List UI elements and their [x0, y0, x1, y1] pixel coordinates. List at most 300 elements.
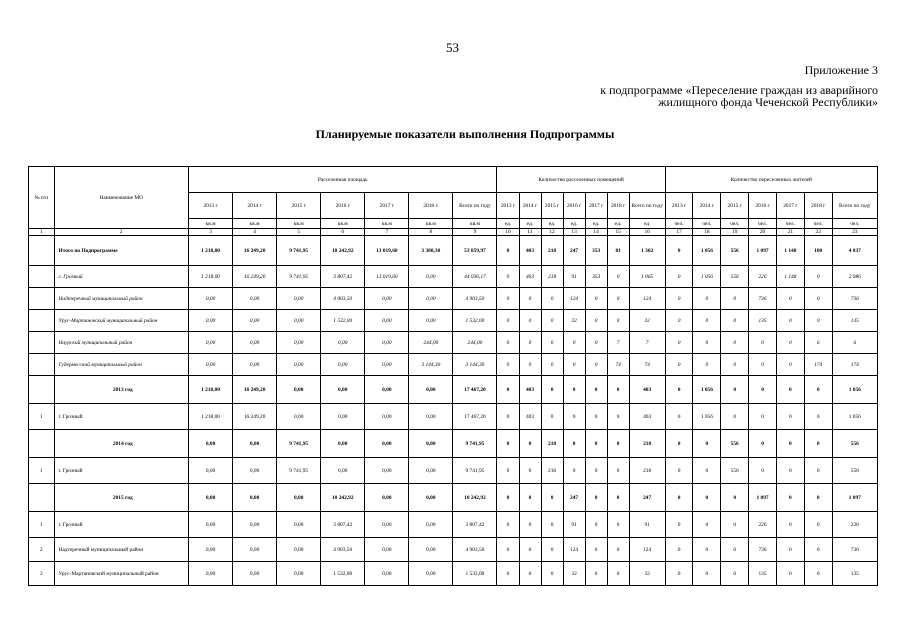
table-cell: 0,00: [277, 484, 321, 512]
table-cell: 556: [721, 236, 749, 266]
row-municipality-name: г. Грозный: [54, 512, 189, 538]
column-number: 9: [453, 229, 497, 236]
table-cell: 0: [541, 562, 563, 586]
table-cell: 0: [607, 310, 629, 332]
table-cell: 0: [519, 288, 541, 310]
table-cell: 0,00: [189, 430, 233, 458]
table-row: [29, 404, 878, 430]
year-header: 2018 г: [607, 193, 629, 219]
table-cell: 53 859,97: [453, 236, 497, 266]
table-cell: 0: [804, 484, 832, 512]
table-row: [29, 430, 878, 458]
table-cell: 0,00: [321, 430, 365, 458]
table-cell: 16 249,20: [233, 266, 277, 288]
table-cell: 0,00: [189, 458, 233, 484]
table-cell: 1 097: [749, 236, 777, 266]
table-cell: 3 807,42: [321, 266, 365, 288]
table-cell: 135: [749, 310, 777, 332]
table-cell: 556: [721, 458, 749, 484]
document-title: Планируемые показатели выполнения Подпрограммы: [315, 127, 615, 141]
row-municipality-name: Итого по Подпрограмме: [54, 236, 189, 266]
table-cell: 7: [607, 332, 629, 354]
table-cell: 0: [693, 562, 721, 586]
table-cell: 0: [541, 310, 563, 332]
table-cell: 0: [693, 288, 721, 310]
table-cell: 0: [776, 458, 804, 484]
table-cell: 3 144,30: [409, 354, 453, 376]
unit-header: чел.: [804, 219, 832, 229]
table-cell: 0: [804, 404, 832, 430]
table-cell: 6: [832, 332, 877, 354]
table-cell: 0: [693, 310, 721, 332]
table-cell: 0: [804, 512, 832, 538]
table-cell: 0: [519, 538, 541, 562]
year-header: 2016 г: [749, 193, 777, 219]
table-cell: 81: [607, 236, 629, 266]
year-header: Всего по году: [453, 193, 497, 219]
year-header: 2013 г: [665, 193, 693, 219]
row-number: 3: [29, 562, 55, 586]
table-cell: 0: [804, 458, 832, 484]
table-cell: 0: [497, 354, 519, 376]
table-cell: 0: [721, 404, 749, 430]
column-number: 5: [277, 229, 321, 236]
year-header: 2014 г: [693, 193, 721, 219]
header-group-row: [29, 167, 878, 193]
unit-header: чел.: [776, 219, 804, 229]
table-cell: 0,00: [189, 512, 233, 538]
table-cell: 0,00: [365, 538, 409, 562]
table-cell: 0: [665, 404, 693, 430]
table-cell: 0,00: [321, 404, 365, 430]
table-cell: 10 242,92: [321, 236, 365, 266]
table-cell: 0,00: [365, 376, 409, 404]
table-cell: 91: [629, 512, 665, 538]
table-cell: 403: [519, 404, 541, 430]
row-municipality-name: Надтеречный муниципальный район: [54, 538, 189, 562]
table-row: [29, 562, 878, 586]
table-cell: 1 532,00: [321, 310, 365, 332]
table-cell: 0,00: [233, 288, 277, 310]
table-cell: 0,00: [233, 484, 277, 512]
indicators-table: [28, 166, 878, 586]
year-header: 2015 г: [721, 193, 749, 219]
table-cell: 1 097: [749, 484, 777, 512]
table-cell: 556: [721, 266, 749, 288]
table-cell: 0,00: [233, 354, 277, 376]
table-cell: 0: [497, 332, 519, 354]
table-cell: 3 807,42: [453, 512, 497, 538]
table-cell: 1 218,00: [189, 404, 233, 430]
table-cell: 0: [541, 484, 563, 512]
table-cell: 16 249,20: [233, 236, 277, 266]
table-cell: 0: [585, 512, 607, 538]
table-cell: 403: [629, 404, 665, 430]
table-cell: 0: [665, 484, 693, 512]
table-cell: 0,00: [233, 538, 277, 562]
table-cell: 0,00: [409, 538, 453, 562]
table-cell: 0: [585, 310, 607, 332]
table-cell: 0,00: [365, 354, 409, 376]
year-header: 2017 г: [365, 193, 409, 219]
table-cell: 0: [519, 354, 541, 376]
year-header: 2015 г: [277, 193, 321, 219]
table-cell: 1 218,00: [189, 266, 233, 288]
table-cell: 91: [563, 512, 585, 538]
unit-header: ед.: [607, 219, 629, 229]
table-cell: 736: [749, 288, 777, 310]
table-cell: 6: [804, 332, 832, 354]
table-cell: 0: [665, 512, 693, 538]
table-cell: 0: [541, 288, 563, 310]
table-cell: 0,00: [233, 310, 277, 332]
table-row: [29, 484, 878, 512]
table-cell: 0: [776, 288, 804, 310]
table-cell: 0: [776, 376, 804, 404]
table-cell: 0: [497, 538, 519, 562]
table-cell: 0,00: [277, 562, 321, 586]
table-cell: 0: [541, 376, 563, 404]
column-number: 3: [189, 229, 233, 236]
table-cell: 0: [693, 354, 721, 376]
row-number: 1: [29, 512, 55, 538]
table-cell: 0: [497, 236, 519, 266]
table-cell: 0: [497, 458, 519, 484]
table-cell: 1 056: [693, 376, 721, 404]
table-cell: 0,00: [277, 538, 321, 562]
table-cell: 0: [563, 404, 585, 430]
table-cell: 0,00: [409, 458, 453, 484]
table-cell: 91: [563, 266, 585, 288]
table-cell: 0: [804, 266, 832, 288]
unit-header: ед.: [585, 219, 607, 229]
table-cell: 0: [585, 376, 607, 404]
table-cell: 0: [563, 376, 585, 404]
table-cell: 0,00: [321, 354, 365, 376]
table-cell: 9 741,95: [453, 458, 497, 484]
table-cell: 0,00: [233, 512, 277, 538]
column-number: 7: [365, 229, 409, 236]
table-cell: 135: [832, 562, 877, 586]
table-row: [29, 266, 878, 288]
appendix-subtitle: [600, 84, 878, 108]
row-municipality-name: Гудермесский муниципальный район: [54, 354, 189, 376]
table-cell: 0: [607, 562, 629, 586]
table-cell: 0: [519, 562, 541, 586]
table-cell: 0: [804, 376, 832, 404]
table-cell: 0: [721, 310, 749, 332]
table-cell: 0,00: [189, 288, 233, 310]
table-cell: 353: [585, 266, 607, 288]
table-cell: 1 532,00: [453, 310, 497, 332]
table-cell: 32: [563, 310, 585, 332]
table-cell: 0: [497, 310, 519, 332]
row-municipality-name: Надтеречный муниципальный район: [54, 288, 189, 310]
table-cell: 0: [776, 484, 804, 512]
table-cell: 0,00: [321, 458, 365, 484]
column-number: 18: [693, 229, 721, 236]
table-row: [29, 354, 878, 376]
table-cell: 135: [749, 562, 777, 586]
table-cell: 2 986: [832, 266, 877, 288]
table-cell: 0: [607, 376, 629, 404]
row-number: 1: [29, 458, 55, 484]
header-municipality: Наименование МО: [54, 167, 189, 229]
column-number: 6: [321, 229, 365, 236]
table-cell: 0: [541, 512, 563, 538]
unit-header: кв.м: [189, 219, 233, 229]
table-cell: 0,00: [189, 538, 233, 562]
unit-header: ед.: [629, 219, 665, 229]
table-cell: 0: [497, 484, 519, 512]
table-cell: 0: [693, 458, 721, 484]
table-cell: 9 741,95: [277, 430, 321, 458]
page-number: 53: [446, 40, 459, 55]
table-cell: 1 056: [693, 266, 721, 288]
row-municipality-name: г. Грозный: [54, 266, 189, 288]
table-cell: 135: [832, 310, 877, 332]
table-cell: 0: [693, 484, 721, 512]
table-cell: 0,00: [277, 404, 321, 430]
table-cell: 0: [776, 404, 804, 430]
table-cell: 0,00: [277, 332, 321, 354]
table-cell: 736: [749, 538, 777, 562]
table-cell: 0: [497, 288, 519, 310]
table-cell: 0,00: [409, 376, 453, 404]
table-cell: 0: [665, 236, 693, 266]
table-cell: 174: [832, 354, 877, 376]
table-cell: 0: [585, 288, 607, 310]
table-cell: 0: [585, 538, 607, 562]
table-cell: 0: [563, 332, 585, 354]
table-cell: 226: [749, 512, 777, 538]
table-cell: 1 302: [629, 236, 665, 266]
unit-header: ед.: [519, 219, 541, 229]
table-cell: 4 903,50: [453, 288, 497, 310]
table-cell: 3 144,30: [453, 354, 497, 376]
table-cell: 1 065: [629, 266, 665, 288]
table-cell: 0: [585, 430, 607, 458]
table-cell: 226: [749, 266, 777, 288]
table-cell: 0: [607, 266, 629, 288]
table-cell: 3 388,30: [409, 236, 453, 266]
table-cell: 0: [497, 376, 519, 404]
unit-header: чел.: [832, 219, 877, 229]
unit-header: ед.: [541, 219, 563, 229]
table-cell: 0,00: [277, 288, 321, 310]
table-cell: 0: [721, 562, 749, 586]
table-row: [29, 538, 878, 562]
year-header: 2017 г: [585, 193, 607, 219]
header-area-group: Расселенная площадь: [189, 167, 497, 193]
unit-header: чел.: [665, 219, 693, 229]
row-municipality-name: г. Грозный: [54, 458, 189, 484]
year-header: 2014 г: [519, 193, 541, 219]
column-number: 16: [629, 229, 665, 236]
table-cell: 1 532,00: [453, 562, 497, 586]
table-cell: 0: [776, 430, 804, 458]
table-row: [29, 332, 878, 354]
table-cell: 0,00: [409, 512, 453, 538]
table-cell: 9 741,95: [277, 266, 321, 288]
table-cell: 0,00: [189, 310, 233, 332]
table-cell: 0: [607, 484, 629, 512]
year-header: 2013 г: [189, 193, 233, 219]
column-number: 22: [804, 229, 832, 236]
table-cell: 44 036,17: [453, 266, 497, 288]
table-cell: 0: [563, 430, 585, 458]
table-cell: 0: [519, 430, 541, 458]
table-cell: 0,00: [233, 458, 277, 484]
table-cell: 0: [721, 288, 749, 310]
table-cell: 10 242,92: [321, 484, 365, 512]
table-cell: 0: [721, 538, 749, 562]
table-cell: 0: [804, 310, 832, 332]
row-number: [29, 236, 55, 266]
year-header: Всего по году: [629, 193, 665, 219]
table-row: [29, 376, 878, 404]
year-header: 2016 г: [563, 193, 585, 219]
table-cell: 0: [519, 458, 541, 484]
table-cell: 0: [749, 376, 777, 404]
table-cell: 736: [832, 288, 877, 310]
table-cell: 0: [607, 512, 629, 538]
table-cell: 32: [563, 562, 585, 586]
table-cell: 0,00: [409, 484, 453, 512]
table-row: [29, 288, 878, 310]
table-cell: 10 242,92: [453, 484, 497, 512]
year-header: 2018 г: [804, 193, 832, 219]
table-cell: 0: [721, 484, 749, 512]
table-cell: 226: [832, 512, 877, 538]
table-cell: 0: [749, 458, 777, 484]
unit-header: кв.м: [321, 219, 365, 229]
table-cell: 0,00: [409, 430, 453, 458]
unit-header: ед.: [563, 219, 585, 229]
row-municipality-name: 2015 год: [54, 484, 189, 512]
table-cell: 0: [497, 430, 519, 458]
year-header: Всего по году: [832, 193, 877, 219]
table-cell: 0: [665, 430, 693, 458]
table-cell: 1 056: [693, 404, 721, 430]
table-cell: 1 218,00: [189, 376, 233, 404]
table-cell: 0: [585, 484, 607, 512]
table-cell: 0: [804, 562, 832, 586]
table-cell: 0: [749, 354, 777, 376]
table-cell: 0: [497, 266, 519, 288]
table-cell: 556: [721, 430, 749, 458]
table-cell: 556: [832, 430, 877, 458]
table-cell: 218: [541, 236, 563, 266]
header-number: № п/п: [29, 167, 55, 229]
table-cell: 0: [607, 288, 629, 310]
table-cell: 0,00: [233, 332, 277, 354]
row-municipality-name: Наурский муниципальный район: [54, 332, 189, 354]
table-cell: 74: [607, 354, 629, 376]
table-cell: 0: [585, 354, 607, 376]
year-header: 2017 г: [776, 193, 804, 219]
table-cell: 0,00: [277, 354, 321, 376]
table-cell: 403: [629, 376, 665, 404]
table-cell: 0,00: [189, 562, 233, 586]
table-cell: 353: [585, 236, 607, 266]
column-number: 14: [585, 229, 607, 236]
table-cell: 403: [519, 266, 541, 288]
table-cell: 16 249,20: [233, 404, 277, 430]
table-cell: 9 741,95: [277, 458, 321, 484]
header-people-group: Количество переселенных жителей: [665, 167, 877, 193]
table-cell: 0,00: [365, 458, 409, 484]
table-row: [29, 512, 878, 538]
table-cell: 74: [629, 354, 665, 376]
table-cell: 0,00: [409, 288, 453, 310]
table-cell: 247: [563, 484, 585, 512]
table-cell: 0: [776, 332, 804, 354]
table-cell: 0,00: [365, 512, 409, 538]
table-cell: 0: [497, 404, 519, 430]
table-cell: 218: [541, 430, 563, 458]
table-cell: 3 807,42: [321, 512, 365, 538]
header-column-numbers-row: [29, 229, 878, 236]
table-cell: 247: [563, 236, 585, 266]
table-cell: 0: [519, 484, 541, 512]
table-cell: 0: [607, 404, 629, 430]
table-cell: 0: [665, 332, 693, 354]
table-cell: 1 532,00: [321, 562, 365, 586]
table-cell: 4 903,50: [453, 538, 497, 562]
table-cell: 4 903,50: [321, 538, 365, 562]
column-number: 4: [233, 229, 277, 236]
table-cell: 0,00: [189, 484, 233, 512]
unit-header: чел.: [721, 219, 749, 229]
table-cell: 7: [629, 332, 665, 354]
table-cell: 0: [585, 404, 607, 430]
table-cell: 0,00: [409, 310, 453, 332]
table-cell: 0: [563, 458, 585, 484]
table-cell: 0: [721, 512, 749, 538]
table-cell: 124: [563, 288, 585, 310]
table-cell: 17 467,20: [453, 404, 497, 430]
year-header: 2014 г: [233, 193, 277, 219]
unit-header: кв.м: [365, 219, 409, 229]
table-cell: 0,00: [189, 332, 233, 354]
table-cell: 0: [693, 512, 721, 538]
table-cell: 0: [607, 430, 629, 458]
table-cell: 0: [804, 288, 832, 310]
row-municipality-name: Урус-Мартановский муниципальный район: [54, 562, 189, 586]
table-cell: 13 019,60: [365, 266, 409, 288]
column-number: 11: [519, 229, 541, 236]
table-cell: 0: [749, 332, 777, 354]
table-cell: 0: [541, 538, 563, 562]
table-cell: 0: [776, 538, 804, 562]
table-cell: 1 148: [776, 236, 804, 266]
table-cell: 1 148: [776, 266, 804, 288]
table-cell: 0: [776, 562, 804, 586]
table-cell: 0: [693, 430, 721, 458]
table-cell: 0: [749, 430, 777, 458]
table-cell: 0: [665, 562, 693, 586]
table-cell: 0,00: [321, 332, 365, 354]
table-cell: 736: [832, 538, 877, 562]
unit-header: кв.м: [453, 219, 497, 229]
column-number: 20: [749, 229, 777, 236]
table-row: [29, 310, 878, 332]
table-cell: 0: [665, 354, 693, 376]
table-cell: 0: [585, 332, 607, 354]
appendix-line-2: жилищного фонда Чеченской Республики»: [658, 95, 878, 109]
year-header: 2015 г: [541, 193, 563, 219]
